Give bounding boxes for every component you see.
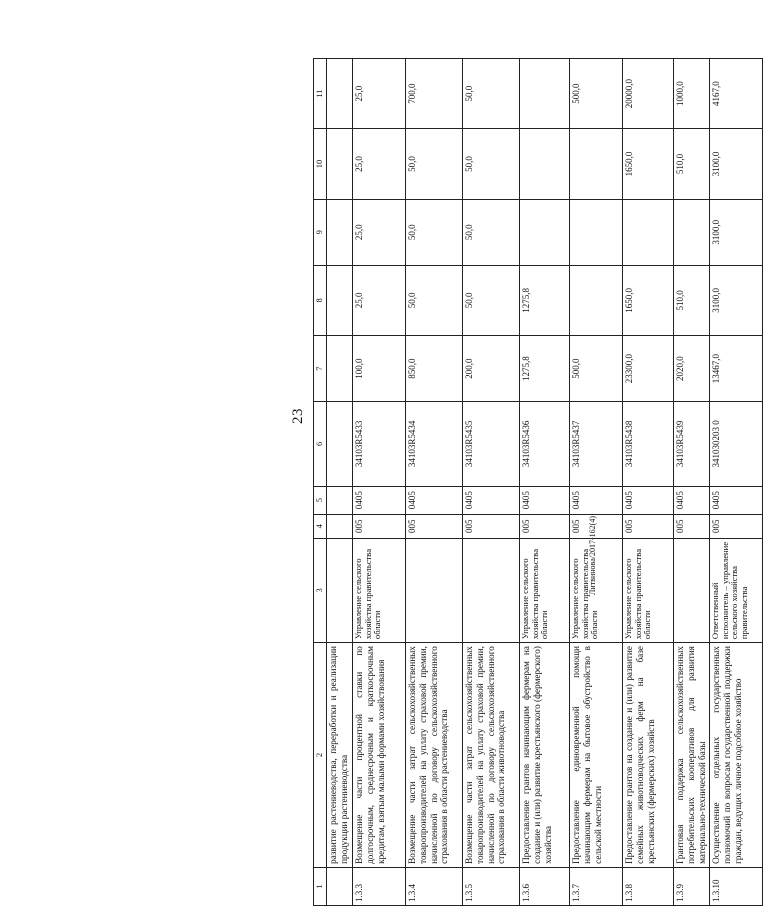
header-cell: 9 bbox=[314, 199, 327, 265]
row-code-6: 34103R5437 bbox=[570, 402, 623, 486]
row-value-11: 4167,0 bbox=[710, 59, 763, 129]
row-executor: Управление сельского хозяйства правительства области bbox=[623, 538, 674, 642]
row-number: 1.3.7 bbox=[570, 867, 623, 905]
row-code-4: 005 bbox=[623, 514, 674, 538]
row-value-8: 50,0 bbox=[406, 265, 463, 335]
row-number: 1.3.6 bbox=[520, 867, 570, 905]
continuation-text: развитие растениеводства, переработки и реализации продукции растениеводства bbox=[327, 643, 353, 868]
row-code-6: 34103R5439 bbox=[674, 402, 710, 486]
row-description: Осуществление отдельных государственных полномочий по вопросам государственной поддержки граждан, ведущих личное подсобное хозяйство bbox=[710, 643, 763, 868]
cell-empty bbox=[327, 402, 353, 486]
row-executor: Ответственный исполнитель – управление сельского хозяйства правительства bbox=[710, 538, 763, 642]
row-description: Предоставление единовременной помощи начинающим фермерам на бытовое обустройство в сельской местности bbox=[570, 643, 623, 868]
row-executor: Управление сельского хозяйства правительства области bbox=[353, 538, 406, 642]
row-executor bbox=[674, 538, 710, 642]
header-cell: 10 bbox=[314, 129, 327, 199]
row-value-11: 25,0 bbox=[353, 59, 406, 129]
row-value-10: 50,0 bbox=[463, 129, 520, 199]
row-value-10 bbox=[570, 129, 623, 199]
row-value-7: 200,0 bbox=[463, 336, 520, 402]
row-value-11: 700,0 bbox=[406, 59, 463, 129]
row-description: Предоставление грантов начинающим фермерам на создание и (или) развитие крестьянского (фермерского) хозяйства bbox=[520, 643, 570, 868]
row-description: Возмещение части затрат сельскохозяйственных товаропроизводителей на уплату страховой премии, начисленной по договору сельскохозяйственного страхования в области растениеводства bbox=[406, 643, 463, 868]
row-description: Возмещение части затрат сельскохозяйственных товаропроизводителей на уплату страховой премии, начисленной по договору сельскохозяйственного страхования в области животноводства bbox=[463, 643, 520, 868]
row-value-10: 1650,0 bbox=[623, 129, 674, 199]
continuation-row bbox=[327, 59, 353, 906]
row-number: 1.3.10 bbox=[710, 867, 763, 905]
header-cell: 11 bbox=[314, 59, 327, 129]
row-code-5: 0405 bbox=[353, 486, 406, 514]
row-value-8 bbox=[570, 265, 623, 335]
cell-empty bbox=[327, 514, 353, 538]
row-executor: Управление сельского хозяйства правительства области bbox=[520, 538, 570, 642]
header-cell: 7 bbox=[314, 336, 327, 402]
row-code-5: 0405 bbox=[674, 486, 710, 514]
page-number: 23 bbox=[290, 408, 306, 424]
row-code-4: 005 bbox=[463, 514, 520, 538]
row-value-11: 50,0 bbox=[463, 59, 520, 129]
cell-empty bbox=[327, 336, 353, 402]
header-cell: 4 bbox=[314, 514, 327, 538]
header-cell: 2 bbox=[314, 643, 327, 868]
row-code-6: 34103R5435 bbox=[463, 402, 520, 486]
row-number: 1.3.8 bbox=[623, 867, 674, 905]
row-value-10: 25,0 bbox=[353, 129, 406, 199]
row-value-9: 50,0 bbox=[463, 199, 520, 265]
row-code-4: 005 bbox=[353, 514, 406, 538]
row-executor bbox=[406, 538, 463, 642]
row-value-10 bbox=[520, 129, 570, 199]
table-row bbox=[623, 59, 674, 906]
row-value-7: 2020,0 bbox=[674, 336, 710, 402]
row-value-8: 510,0 bbox=[674, 265, 710, 335]
table-body bbox=[353, 59, 763, 906]
header-cell: 1 bbox=[314, 867, 327, 905]
row-value-9 bbox=[674, 199, 710, 265]
row-value-9: 50,0 bbox=[406, 199, 463, 265]
table-row bbox=[406, 59, 463, 906]
row-code-6: 34103R5438 bbox=[623, 402, 674, 486]
row-description: Предоставление грантов на создание и (или) развитие семейных животноводческих ферм на базе крестьянских (фермерских) хозяйств bbox=[623, 643, 674, 868]
row-value-9 bbox=[623, 199, 674, 265]
table-row bbox=[674, 59, 710, 906]
row-code-5: 0405 bbox=[623, 486, 674, 514]
row-code-4: 005 bbox=[520, 514, 570, 538]
table-row bbox=[570, 59, 623, 906]
row-value-10: 510,0 bbox=[674, 129, 710, 199]
row-value-11: 20000,0 bbox=[623, 59, 674, 129]
row-number: 1.3.4 bbox=[406, 867, 463, 905]
row-code-4: 005 bbox=[710, 514, 763, 538]
header-row bbox=[314, 59, 327, 906]
header-cell: 8 bbox=[314, 265, 327, 335]
row-value-11: 1000,0 bbox=[674, 59, 710, 129]
row-value-10: 50,0 bbox=[406, 129, 463, 199]
table-row bbox=[520, 59, 570, 906]
row-value-8: 3100,0 bbox=[710, 265, 763, 335]
row-code-4: 005 bbox=[570, 514, 623, 538]
row-code-5: 0405 bbox=[520, 486, 570, 514]
row-value-8: 1275,8 bbox=[520, 265, 570, 335]
row-value-7: 100,0 bbox=[353, 336, 406, 402]
row-code-6: 34103R5433 bbox=[353, 402, 406, 486]
table-row bbox=[463, 59, 520, 906]
row-value-11: 500,0 bbox=[570, 59, 623, 129]
row-value-8: 25,0 bbox=[353, 265, 406, 335]
row-code-4: 005 bbox=[406, 514, 463, 538]
row-value-7: 23300,0 bbox=[623, 336, 674, 402]
row-number: 1.3.9 bbox=[674, 867, 710, 905]
row-code-5: 0405 bbox=[570, 486, 623, 514]
row-description: Грантовая поддержка сельскохозяйственных потребительских кооперативов для развития материально-технической базы bbox=[674, 643, 710, 868]
header-cell: 6 bbox=[314, 402, 327, 486]
row-code-5: 0405 bbox=[406, 486, 463, 514]
table-row bbox=[353, 59, 406, 906]
footer-document-code: Литвинова/2017-162(4) bbox=[588, 516, 597, 595]
cell-empty bbox=[327, 129, 353, 199]
row-value-11 bbox=[520, 59, 570, 129]
row-value-7: 1275,8 bbox=[520, 336, 570, 402]
row-code-6: 341030203 0 bbox=[710, 402, 763, 486]
cell-empty bbox=[327, 59, 353, 129]
row-code-6: 34103R5436 bbox=[520, 402, 570, 486]
cell-empty bbox=[327, 538, 353, 642]
row-value-9: 25,0 bbox=[353, 199, 406, 265]
row-value-8: 50,0 bbox=[463, 265, 520, 335]
table-row bbox=[710, 59, 763, 906]
header-cell: 3 bbox=[314, 538, 327, 642]
row-value-7: 850,0 bbox=[406, 336, 463, 402]
cell-empty bbox=[327, 199, 353, 265]
row-number: 1.3.5 bbox=[463, 867, 520, 905]
row-value-7: 13467,0 bbox=[710, 336, 763, 402]
header-cell: 5 bbox=[314, 486, 327, 514]
row-number: 1.3.3 bbox=[353, 867, 406, 905]
row-value-9: 3100,0 bbox=[710, 199, 763, 265]
row-value-9 bbox=[520, 199, 570, 265]
row-value-7: 500,0 bbox=[570, 336, 623, 402]
cell-empty bbox=[327, 867, 353, 905]
row-code-4: 005 bbox=[674, 514, 710, 538]
row-value-9 bbox=[570, 199, 623, 265]
cell-empty bbox=[327, 486, 353, 514]
budget-table bbox=[313, 58, 763, 906]
row-value-8: 1650,0 bbox=[623, 265, 674, 335]
row-code-5: 0405 bbox=[710, 486, 763, 514]
row-executor bbox=[463, 538, 520, 642]
row-value-10: 3100,0 bbox=[710, 129, 763, 199]
cell-empty bbox=[327, 265, 353, 335]
row-executor: Управление сельского хозяйства правительства области bbox=[570, 538, 623, 642]
row-code-6: 34103R5434 bbox=[406, 402, 463, 486]
row-description: Возмещение части процентной ставки по долгосрочным, среднесрочным и краткосрочным кредитам, взятым малыми формами хозяйствования bbox=[353, 643, 406, 868]
row-code-5: 0405 bbox=[463, 486, 520, 514]
